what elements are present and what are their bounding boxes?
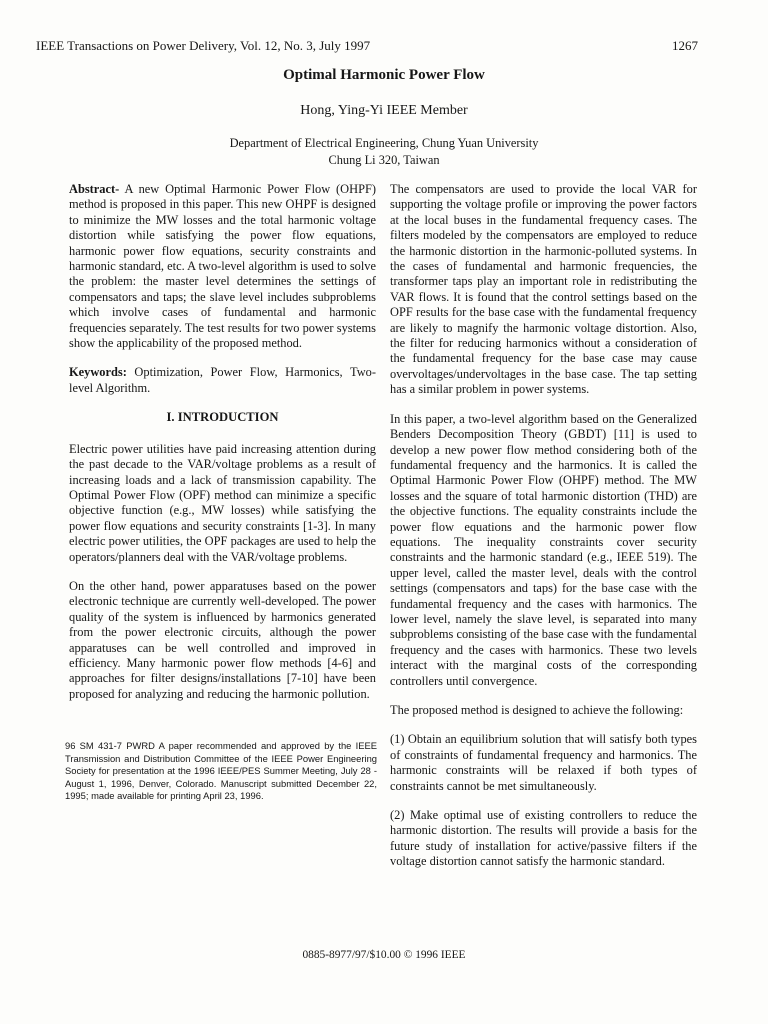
paper-author: Hong, Ying-Yi IEEE Member xyxy=(300,103,468,118)
manuscript-footnote: 96 SM 431-7 PWRD A paper recommended and approved by the IEEE Transmission and Distribution Committee of the IEEE Power Engineering Society for presentation at the 1996 IEEE/PES Summer Meeting, July 28 - August 1, 1996, Denver, Colorado. Manuscript submitted December 22, 1995; made available for printing April 23, 1996. xyxy=(65,740,377,802)
intro-paragraph-2: On the other hand, power apparatuses based on the power electronic technique are currently well-developed. The power quality of the system is influenced by harmonics generated from the power electronic circuits, although the power apparatuses can be well controlled and improved in efficiency. Many harmonic power flow methods [4-6] and approaches for filter designs/installations [7-10] have been proposed for analyzing and reducing the harmonic pollution. xyxy=(69,578,376,701)
running-header-page-number: 1267 xyxy=(672,38,698,53)
right-column xyxy=(390,182,697,884)
section-heading-introduction: I. INTRODUCTION xyxy=(166,410,279,425)
right-paragraph-compensators: The compensators are used to provide the local VAR for supporting the voltage profile or improving the power factors at the local buses in the fundamental frequency cases. The filters modeled by the compensators are employed to reduce the harmonic distortion in the harmonic-polluted systems. In the cases of fundamental and harmonic frequencies, the transformer taps play an important role in redistributing the VAR flows. It is found that the control settings based on the OPF results for the base case with the fundamental frequency are likely to magnify the harmonic voltage distortion. Also, the filter for reducing harmonics without a consideration of the fundamental frequency for the base case may cause overvoltages/undervoltages in the base case. The tap setting has a similar problem in power systems. xyxy=(390,182,697,397)
abstract-paragraph xyxy=(69,182,376,351)
keywords-text: Optimization, Power Flow, Harmonics, Two-level Algorithm. xyxy=(69,365,376,395)
copyright-footer: 0885-8977/97/$10.00 © 1996 IEEE xyxy=(302,949,466,961)
left-column xyxy=(69,182,376,716)
abstract-label: Abstract- xyxy=(69,182,120,196)
keywords-label: Keywords: xyxy=(69,365,127,380)
affiliation-line-1: Department of Electrical Engineering, Chung Yuan University xyxy=(229,136,539,150)
intro-paragraph-1: Electric power utilities have paid increasing attention during the past decade to the VAR/voltage problems as a result of increasing loads and a lack of transmission capability. The Optimal Power Flow (OPF) method can minimize a specific objective function (e.g., MW losses) while satisfying the power flow equations and security constraints [1-3]. In many electric power utilities, the OPF packages are used to help the operators/planners deal with the VAR/voltage problems. xyxy=(69,441,376,564)
paper-title: Optimal Harmonic Power Flow xyxy=(283,67,485,83)
paper-affiliation xyxy=(0,135,768,169)
running-header-journal: IEEE Transactions on Power Delivery, Vol. 12, No. 3, July 1997 xyxy=(36,38,371,53)
right-paragraph-goal-2: (2) Make optimal use of existing controllers to reduce the harmonic distortion. The results will provide a basis for the future study of installation for active/passive filters if the voltage distortion cannot satisfy the harmonic standard. xyxy=(390,808,697,869)
right-paragraph-two-level: In this paper, a two-level algorithm based on the Generalized Benders Decomposition Theory (GBDT) [11] is used to develop a new power flow method considering both of the fundamental frequency and the harmonics. It is called the Optimal Harmonic Power Flow (OHPF) method. The MW losses and the square of total harmonic distortion (THD) are the objective functions. The equality constraints include the power flow equations and the harmonic power flow equations. The inequality constraints cover security constraints and the harmonic standard (e.g., IEEE 519). The upper level, called the master level, deals with the control settings (compensators and taps) for the base case with the fundamental frequency and the cases with harmonics. The lower level, namely the slave level, is separated into many subproblems consisting of the base case with the fundamental frequency and the cases with harmonics. These two levels interact with the marginal costs of the corresponding controllers until convergence. xyxy=(390,411,697,688)
affiliation-line-2: Chung Li 320, Taiwan xyxy=(328,153,440,167)
keywords-paragraph xyxy=(69,365,376,396)
abstract-text: A new Optimal Harmonic Power Flow (OHPF) method is proposed in this paper. This new OHPF is designed to minimize the MW losses and the total harmonic voltage distortion while satisfying the power flow equations, harmonic power flow equations, security constraints and harmonic standard, etc. A two-level algorithm is used to solve the problem: the master level determines the settings of compensators and taps; the slave level includes subproblems which involve cases of fundamental and harmonic frequencies separately. The test results for two power systems show the applicability of the proposed method. xyxy=(69,182,376,351)
right-paragraph-goals-intro: The proposed method is designed to achieve the following: xyxy=(390,703,684,717)
right-paragraph-goal-1: (1) Obtain an equilibrium solution that will satisfy both types of constraints of fundamental frequency and harmonics. The harmonic constraints will be relaxed if both types of constraints cannot be met simultaneously. xyxy=(390,732,697,793)
